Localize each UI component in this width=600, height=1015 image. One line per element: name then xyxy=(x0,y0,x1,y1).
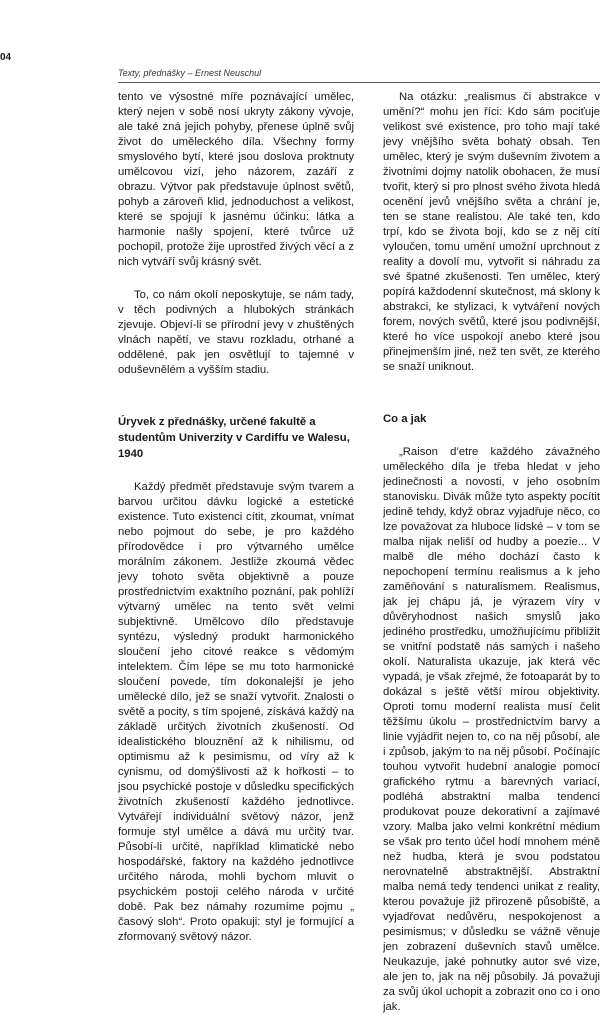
section-heading-lecture: Úryvek z přednášky, určené fakultě a studentům Univerzity v Cardiffu ve Walesu, 1940 xyxy=(118,416,350,460)
header-rule xyxy=(118,82,600,83)
right-paragraph-2: „Raison d’etre každého závažného uměleckého díla je třeba hledat v jeho jedinečnosti a novosti, v jeho osobním stanovisku. Divák může tyto aspekty pocítit jedině tehdy, když obraz vyjadřuje něco, co lze považovat za hluboce lidské – v tom se malba nijak neliší od hudby a poezie... V malbě dle mého dochází často k nepochopení termínu realismus a k jeho zaměňování s naturalismem. Realismus, jak jej chápu já, je výrazem víry v důvěryhodnost našich smyslů jako jediného prostředku, umožňujícímu přiblížit se vnitřní podstatě nás samých i našeho okolí. Naturalista ukazuje, jak která věc vypadá, je však zřejmé, že fotoaparát by to dokázal s ještě větší mírou objektivity. Oproti tomu moderní realista musí čelit těžšímu úkolu – prostřednictvím barvy a linie vyjádřit nejen to, co na něj působí, ale i způsob, jakým to na něj působí. Počínajíc touhou vytvořit hudební analogie pomocí grafického rytmu a barevných variací, podléhá abstraktní malba tendenci produkovat pouze dekorativní a zajímavé vzory. Malba jako velmi konkrétní médium se však pro tento účel hodí mnohem méně než hudba, která je svou podstatou nerovnatelně abstraktnější. Abstraktní malba nemá tedy tendenci unikat z reality, kterou považuje již přirozeně působiště, a vyjadřovat nedůvěru, nespokojenost a pesimismus; v důsledku se vážně věnuje jen zobrazení duševních stavů umělce. Neukazuje, jaké pohnutky autor své vize, ale jen to, jak na něj působily. Já považuji za svůj úkol uchopit a zobrazit ono co i ono jak. xyxy=(383,446,600,1013)
paragraph-gap xyxy=(383,375,600,393)
right-paragraph-1: Na otázku: „realismus či abstrakce v umění?“ mohu jen říci: Kdo sám pociťuje velikost své existence, pro toho mají také jevy vnějšího světa bohatý obsah. Ten umělec, který je svým duševním životem a životními dojmy natolik obohacen, že musí tvořit, který si pro plnost svého života hledá ocenění jevů vnějšího světa a chrání je, ten se stane realistou. Ale také ten, kdo trpí, kdo se života bojí, kdo se z něj cítí vyloučen, tomu umění umožní uprchnout z reality a dovolí mu, vytvořit si náhradu za své špatné zkušenosti. Ten umělec, který popírá každodenní skutečnost, má sklony k abstrakci, ke stylizaci, k vytváření nových forem, nových světů, které jsou podivnější, které ho více uspokojí anebo které jsou přinejmenším jiné, než ten svět, ze kterého se snaží uniknout. xyxy=(383,91,600,373)
left-paragraph-1: tento ve výsostné míře poznávající umělec, který nejen v sobě nosí ukryty zákony vývoje, ale také zná jejich pohyby, přenese úplně svůj život do uměleckého díla. Všechny formy smyslového bytí, které jsou doslova proktnuty umělcovou vizí, jeho názorem, zazáří z obrazu. Výtvor pak představuje úplnost světů, pohyb a zároveň klid, jednoduchost a velikost, které se spojují k jasnému účinku: látka a harmonie našly spojení, které tvůrce už pochopil, protože žije uprostřed živých věcí a z nich vytváří svůj krásný svět. xyxy=(118,91,354,268)
paragraph-gap xyxy=(118,270,354,288)
paragraph-gap xyxy=(118,378,354,396)
section-heading-co-a-jak: Co a jak xyxy=(383,413,427,425)
paragraph-gap xyxy=(383,393,600,411)
paragraph-gap xyxy=(118,462,354,480)
left-paragraph-2: To, co nám okolí neposkytuje, se nám tady, v těch podivných a hlubokých stránkách zjevuje. Objeví-li se přírodní jevy v zhuštěných vlnách napětí, ve stavu rozkladu, otrhané a oddělené, pak jen osvětlují to tajemné v oduševnělém a vyšším stadiu. xyxy=(118,289,354,376)
left-paragraph-3: Každý předmět představuje svým tvarem a barvou určitou dávku logické a estetické existence. Tuto existenci cítit, zkoumat, vnímat nebo pojmout do sebe, je pro každého přírodovědce i pro výtvarného umělce morálním zákonem. Jestliže zkoumá vědec jevy tohoto světa objektivně a pouze prostřednictvím exaktního poznání, pak pohlíží výtvarný umělec na tento svět velmi subjektivně. Umělcovo dílo představuje syntézu, výsledný produkt harmonického sloučení jeho citové reakce s vědomým intelektem. Čím lépe se mu toto harmonické sloučení povede, tím dokonalejší je jeho umělecké dílo, jež se snaží vytvořit. Znalosti o světě a pocity, s tím spojené, získává každý na základě určitých životních zkušeností. Od idealistického blouznění až k nihilismu, od optimismu až k pesimismu, od víry až k cynismu, od domýšlivosti až k hořkosti – to jsou psychické postoje v důsledku specifických životních zkušeností každého jednotlivce. Vytvářejí individuální světový názor, jenž formuje styl umělce a dává mu určitý tvar. Působí-li určité, například klimatické nebo hospodářské, faktory na každého jednotlivce určitého národa, mohli bychom mluvit o psychickém postoji celého národa v určité době. Pak bez námahy rozumíme pojmu „ časový sloh“. Proto opakuji: styl je formující a zformovaný světový názor. xyxy=(118,481,354,943)
right-column xyxy=(383,90,600,1015)
running-header: Texty, přednášky – Ernest Neuschul xyxy=(118,68,262,78)
left-column xyxy=(118,90,354,945)
page-number: 04 xyxy=(0,52,12,63)
paragraph-gap xyxy=(383,427,600,445)
paragraph-gap xyxy=(118,396,354,414)
